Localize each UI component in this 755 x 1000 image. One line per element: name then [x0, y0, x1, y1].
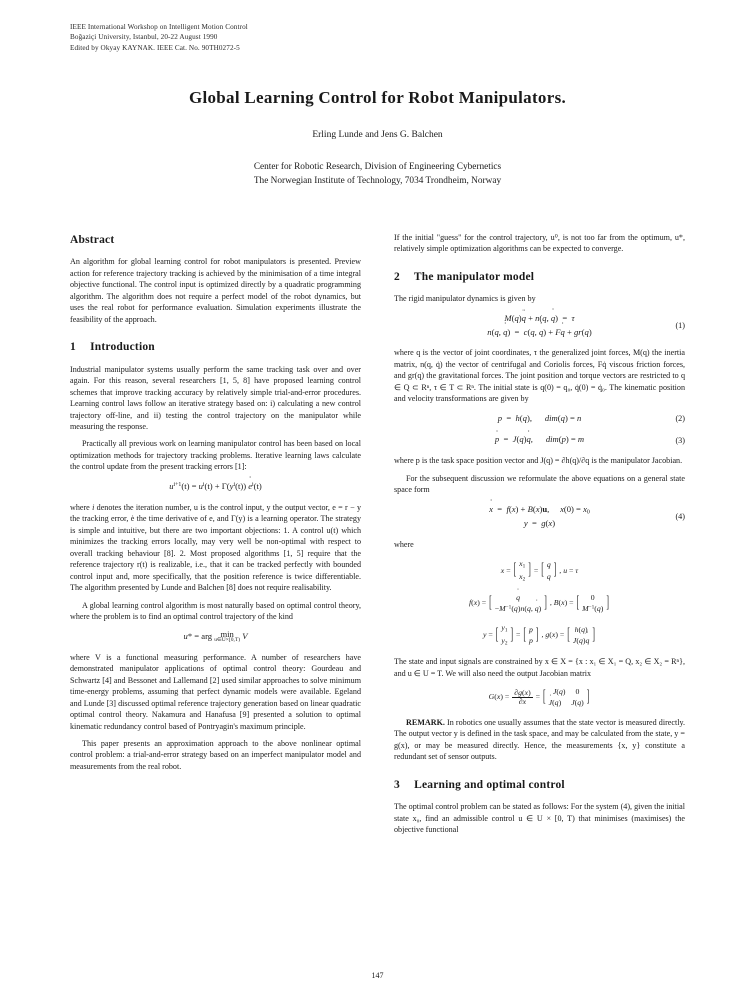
equation-2-tag: (2) [675, 413, 685, 423]
right-paragraph-1: If the initial "guess" for the control trajectory, u⁰, is not too far from the optimum, u*, relatively simple optimization algorithms can be expected to converge. [394, 233, 685, 254]
right-paragraph-8: The optimal control problem can be stated as follows: For the system (4), given the initial state x₀, find an admissible control u ∈ U × [0, T) that minimises (maximises) the objective functional [394, 802, 685, 835]
section-1-number: 1 [70, 341, 76, 354]
equation-f-b-def-body: f(x) = [ q ˙ $-M^{-1}(q)n(q$, q ˙) ] , B(x) = [ 0 $M^{-1}(q)$ ] [469, 592, 610, 615]
page-number: 147 [371, 971, 384, 980]
equation-optimal-control [70, 630, 361, 644]
abstract-text: An algorithm for global learning control for robot manipulators is presented. Preview action for reference trajectory tracking is achieved by the minimisation of a time integral objective functional. The control input is optimized directly by a quadratic programming algorithm. The algorithm does not require a perfect model of the robot dynamics, but uses the real robot for performance evaluation. Simulation experiments illustrate the feasibility of the approach. [70, 257, 361, 324]
equation-y-g-def [394, 622, 685, 648]
equation-output-jacobian-body: G(x) = $\frac{\partial g(x)}{\partial x}$ = [ J(q) 0 J ˙(q) J(q) ] [489, 686, 591, 709]
left-column [70, 232, 361, 842]
section-2-heading [394, 269, 685, 285]
affiliation-line-2: The Norwegian Institute of Technology, 7034 Trondheim, Norway [253, 176, 502, 187]
abstract-heading-label: Abstract [70, 234, 115, 246]
right-paragraph-7: The state and input signals are constrained by x ∈ X = {x : x₁ ∈ X₁ = Q, x₂ ∈ X₂ = Rⁿ}, and u ∈ U = T. We will also need the output Jacobian matrix [394, 657, 685, 678]
section-2-number: 2 [394, 270, 400, 283]
conference-line-1: IEEE International Workshop on Intelligent Motion Control [70, 23, 248, 31]
equation-4 [394, 503, 685, 532]
authors: Erling Lunde and Jens G. Balchen [312, 130, 443, 140]
left-paragraph-3-lead: where [70, 502, 93, 512]
left-paragraph-2: Practically all previous work on learning manipulator control has been based on local optimization methods for trajectory tracking problems. Iterative learning laws calculate the control update from the present tracking errors [1]: [70, 439, 361, 472]
left-paragraph-3: where i denotes the iteration number, u is the control input, y the output vector, e = r − y the tracking error, ė the time derivative of e, and Γ(y) is a learning operator. The strategy is simple and intuitive, but there are two important objections: 1. A control u(t) which minimizes the tracking errors locally, may very well be non-optimal with respect to overall tracking behaviour [8]. 2. Most proposed algorithms [1, 5] require that the reference trajectory r(t) is realizable, i.e., that it can be tracked perfectly with bounded control input and, more specifically, that the position reference is twice differentiable. The algorithm presented by Lunde and Balchen [8] does not require realisability. [70, 502, 361, 593]
left-paragraph-6: This paper presents an approximation approach to the above nonlinear optimal control problem: a trial-and-error strategy based on an imperfect manipulator model and measurements from the real robot. [70, 739, 361, 771]
right-paragraph-5: For the subsequent discussion we reformulate the above equations on a general state space form [394, 473, 685, 495]
equation-2 [394, 412, 685, 426]
body-columns [70, 232, 685, 842]
conference-header [70, 22, 248, 53]
equation-3-tag: (3) [675, 435, 685, 445]
left-paragraph-5: where V is a functional measuring performance. A number of researchers have demonstrated manipulator applications of optimal control theory: Gourdeau and Schwartz [4] and Bessonet and Lallemand [2] used similar approaches to solve minimum time-energy problems, assuming that perfect dynamic models were available. Egeland and Lunde [3] discussed optimal reference trajectory generation based on linear quadratic optimal control theory. Nakamura and Hanafusa [9] presented a solution to optimal kinematic redundancy control based of Pontryagin's maximum principle. [70, 652, 361, 731]
right-paragraph-2: The rigid manipulator dynamics is given by [394, 294, 536, 304]
equation-f-b-def [394, 592, 685, 615]
left-paragraph-3-rest: denotes the iteration number, u is the control input, y the output vector, e = r − y the tracking error, ė the time derivative of e, and Γ(y) is a learning operator. The strategy is simple and intuitive, but there are two important objections: 1. A control u(t) which minimizes the tracking errors locally, may very well be non-optimal with respect to overall tracking behaviour [8]. 2. Most proposed algorithms [1, 5] require that the reference trajectory r(t) is realizable, i.e., that it can be tracked perfectly with bounded control input and, more specifically, that the position reference is twice differentiable. The algorithm presented by Lunde and Balchen [8] does not require realisability. [70, 502, 361, 593]
remark-paragraph [394, 717, 685, 763]
equation-2-body: p = h(q), dim(q) = n [497, 412, 582, 423]
equation-learning-law-body: $u^{i+1}(t) = u^i(t) + \Gamma(y^i(t))$ e ˙$^i$(t) [169, 480, 262, 494]
equation-state-def [394, 558, 685, 584]
right-paragraph-4: where p is the task space position vector and J(q) = ∂h(q)/∂q is the manipulator Jacobian. [394, 456, 683, 466]
equation-4-body: x ˙ = f(x) + B(x)u, $x(0) = x_0$ y = g(x) [489, 503, 590, 532]
conference-line-3: Edited by Okyay KAYNAK. IEEE Cat. No. 90TH0272-5 [70, 43, 240, 52]
affiliation [0, 160, 755, 189]
equation-learning-law [70, 480, 361, 494]
affiliation-line-1: Center for Robotic Research, Division of Engineering Cybernetics [253, 162, 502, 172]
right-column [394, 232, 685, 842]
section-1-heading [70, 339, 361, 355]
left-paragraph-1: Industrial manipulator systems usually perform the same tracking task over and over again. For this reason, several researchers [1, 5, 8] have proposed learning control schemes that improve tracking accuracy by relatively simple trial-and-error procedures. Learning control laws follow an iterative strategy based on: i) calculating a new control trajectory off-line, and ii) testing the control trajectory on the manipulator while measuring the response. [70, 364, 361, 431]
equation-4-tag: (4) [675, 512, 685, 522]
equation-1 [394, 312, 685, 340]
left-paragraph-4: A global learning control algorithm is most naturally based on optimal control theory, where the problem is to find an optimal control trajectory of the kind [70, 600, 361, 622]
conference-line-2: Boğaziçi University, Istanbul, 20-22 August 1990 [70, 33, 218, 42]
remark-text: In robotics one usually assumes that the state vector is measured directly. The output vector y is defined in the task space, and may be calculated from the state, y = g(x), or may be measured directly. Hence, the measurements {x, y} constitute a redundant set of sensor outputs. [394, 717, 686, 762]
equation-3 [394, 433, 685, 447]
equation-3-body: p ˙ = J(q)q ˙, dim(p) = m [495, 433, 584, 447]
remark-label: REMARK. [406, 717, 445, 727]
right-paragraph-3: where q is the vector of joint coordinates, τ the generalized joint forces, M(q) the inertia matrix, n(q, q̇) the vector of centrifugal and Coriolis forces, Fq̇ viscous friction forces, and gr(q) the gravitational forces. The joint position and torque vectors are restricted to q ∈ Q ⊂ Rⁿ, τ ∈ T ⊂ Rⁿ. The initial state is q(0) = q₀, q̇(0) = q̇₀. The kinematic position and velocity transformations are given by [394, 348, 685, 404]
abstract-heading [70, 232, 361, 248]
section-2-title: The manipulator model [413, 270, 535, 283]
equation-1-tag: (1) [675, 320, 685, 330]
equation-output-jacobian [394, 686, 685, 709]
right-paragraph-6: where [394, 540, 414, 550]
section-1-title: Introduction [90, 341, 155, 354]
page-title: Global Learning Control for Robot Manipulators. [188, 88, 567, 107]
section-3-title: Learning and optimal control [414, 778, 565, 791]
section-3-number: 3 [394, 778, 400, 791]
equation-state-def-body: x = [ $x_1$ $x_2$ ] = [ q q ˙ ] , u = τ [501, 558, 578, 584]
equation-y-g-def-body: y = [ $y_1$ $y_2$ ] = [ p p ˙ ] , g(x) = [ h(q) J(q)q ˙ ] [483, 622, 596, 648]
equation-optimal-control-body: u* = arg min u∈U×[0,T) V [183, 628, 248, 644]
section-3-heading [394, 777, 685, 793]
equation-1-body: M(q)q ¨ + n(q, q ˙) = τ n(q, q ˙) = c(q, q ˙) + Fq ˙ + gr(q) [487, 312, 591, 340]
